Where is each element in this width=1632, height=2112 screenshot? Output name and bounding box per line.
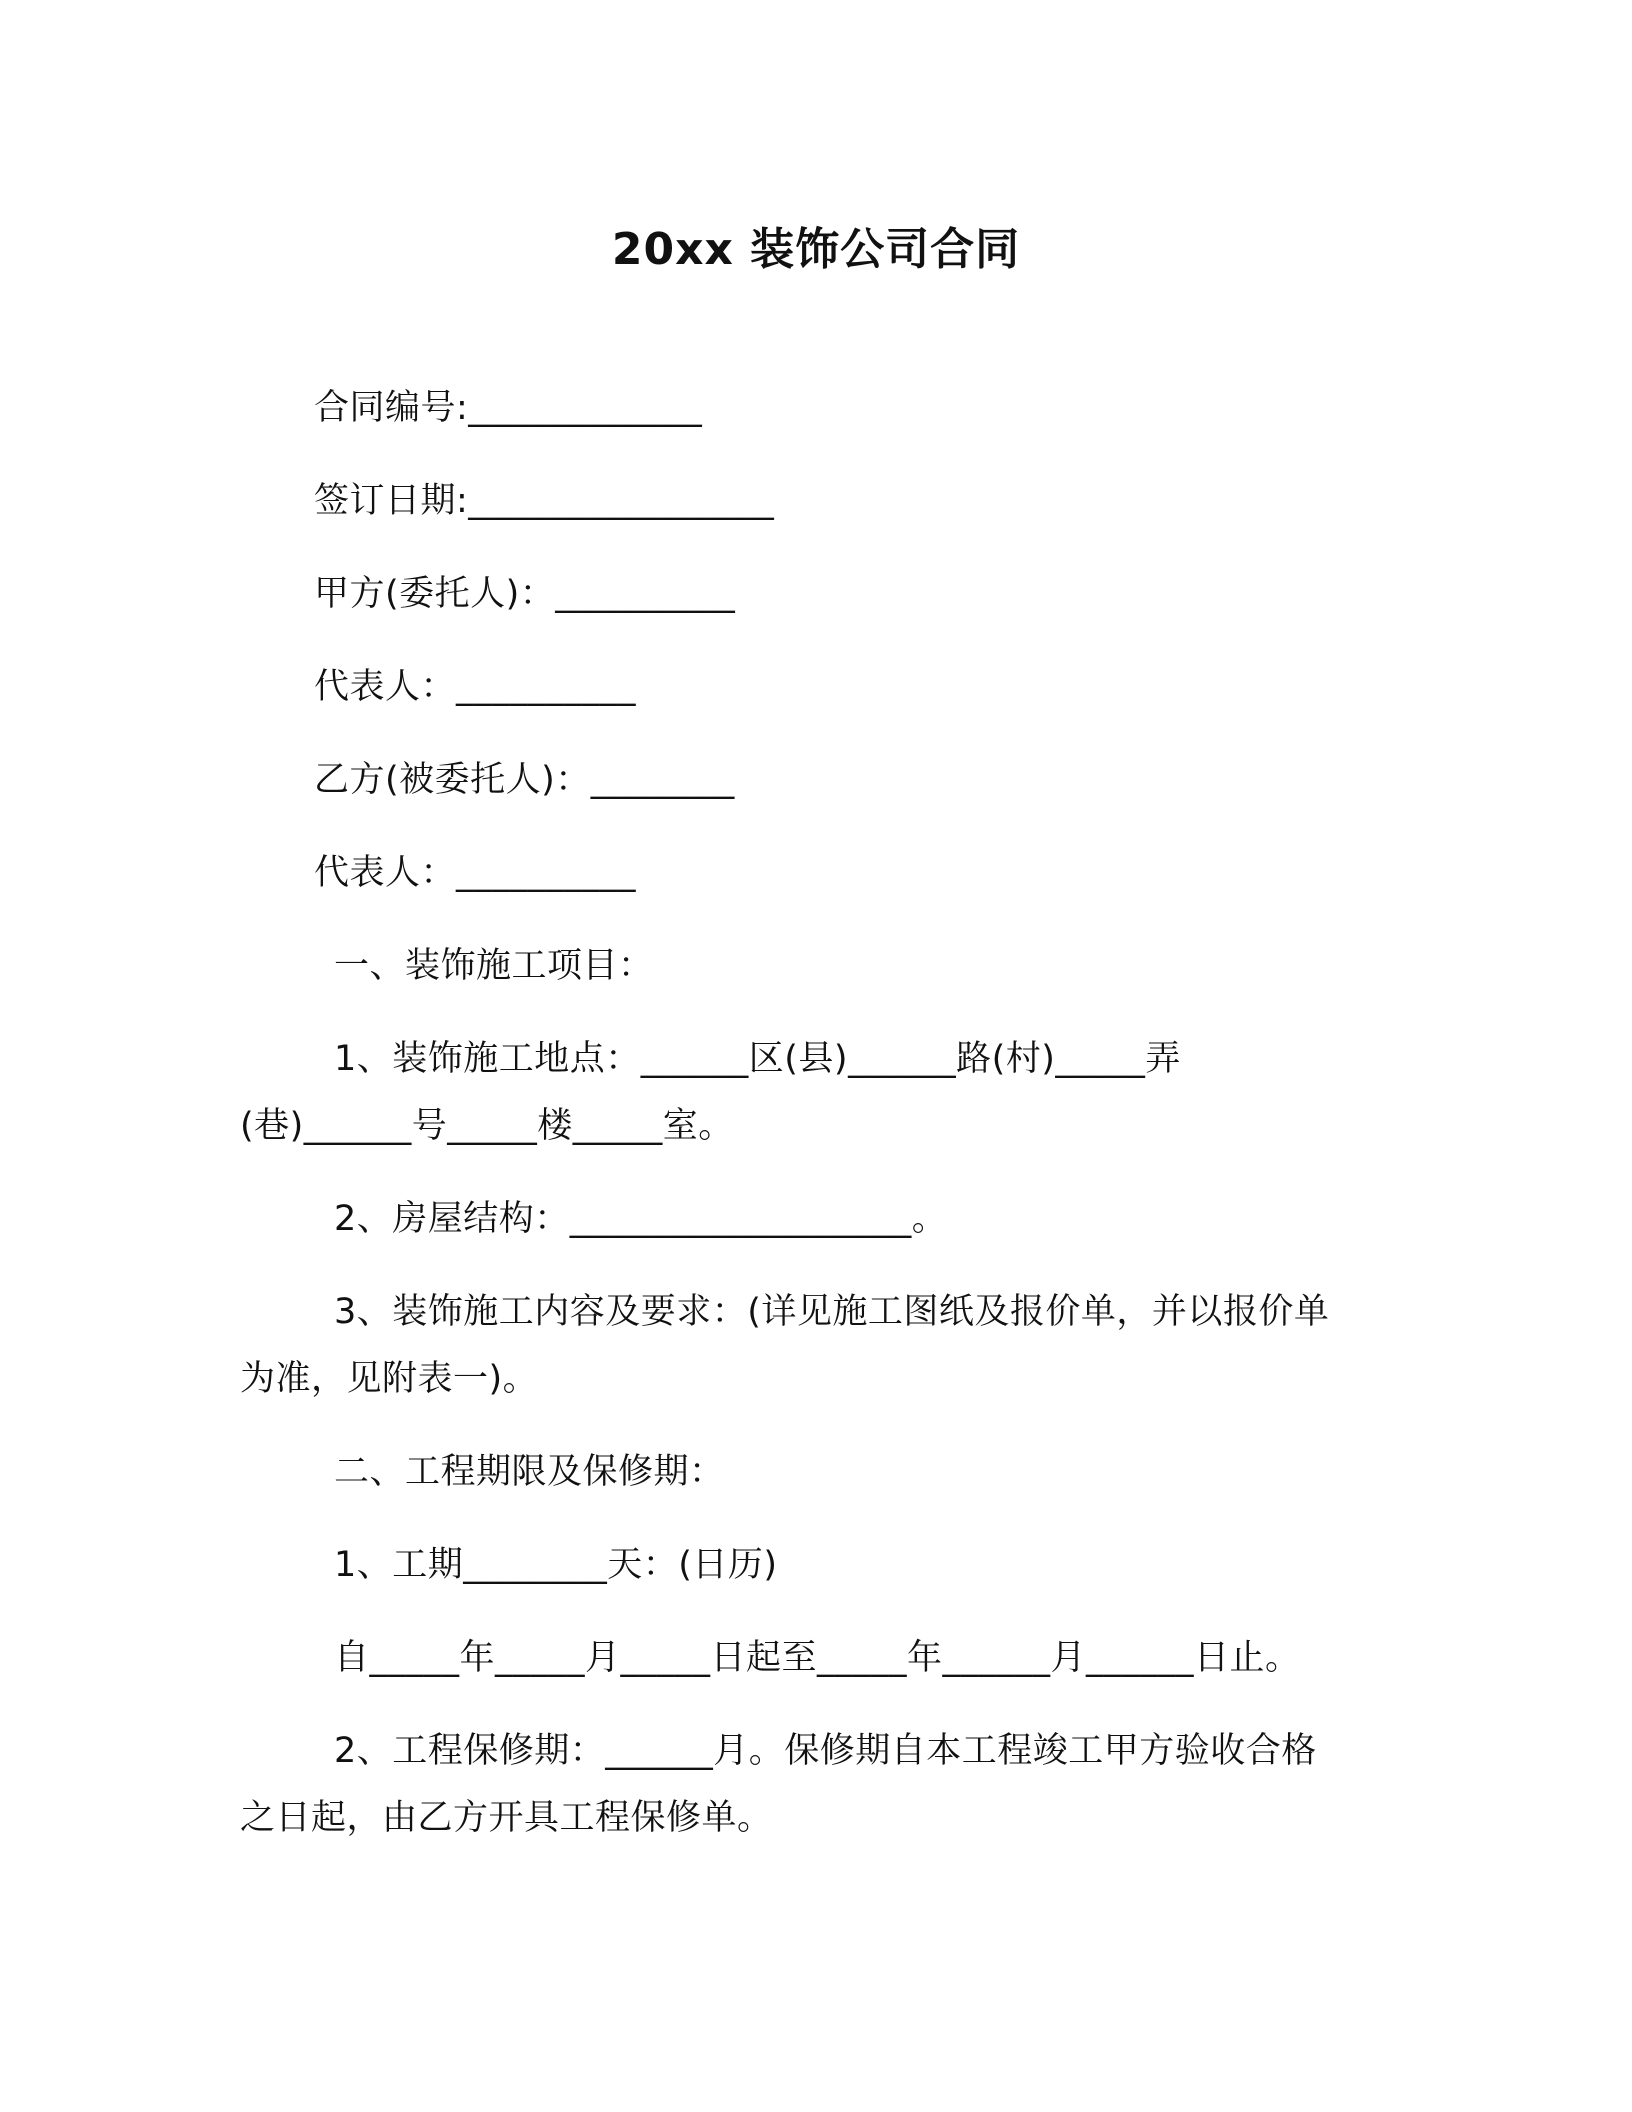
- party-b-representative-line: 代表人：__________: [314, 853, 637, 893]
- signing-date-line: 签订日期:_________________: [314, 481, 775, 521]
- party-b-line: 乙方(被委托人)：________: [314, 760, 735, 800]
- clause-2-2-line-1: 2、工程保修期：______月。保修期自本工程竣工甲方验收合格: [334, 1731, 1317, 1771]
- clause-1-1-line-2: (巷)______号_____楼_____室。: [240, 1106, 734, 1146]
- clause-1-3-line-1: 3、装饰施工内容及要求：(详见施工图纸及报价单，并以报价单: [334, 1292, 1330, 1332]
- party-a-line: 甲方(委托人)：__________: [314, 574, 736, 614]
- clause-2-2-line-2: 之日起，由乙方开具工程保修单。: [240, 1798, 773, 1838]
- clause-2-1-dates-line: 自_____年_____月_____日起至_____年______月______日止。: [334, 1638, 1301, 1678]
- clause-1-2-line: 2、房屋结构：___________________。: [334, 1199, 948, 1239]
- contract-number-line: 合同编号:_____________: [314, 388, 703, 428]
- document-title: 20xx 装饰公司合同: [611, 224, 1021, 275]
- section-heading-1: 一、装饰施工项目：: [334, 946, 654, 986]
- clause-1-1-line-1: 1、装饰施工地点：______区(县)______路(村)_____弄: [334, 1039, 1181, 1079]
- party-a-representative-line: 代表人：__________: [314, 667, 637, 707]
- section-heading-2: 二、工程期限及保修期：: [334, 1452, 725, 1492]
- clause-2-1-line: 1、工期________天：(日历): [334, 1545, 778, 1585]
- clause-1-3-line-2: 为准，见附表一)。: [240, 1359, 539, 1399]
